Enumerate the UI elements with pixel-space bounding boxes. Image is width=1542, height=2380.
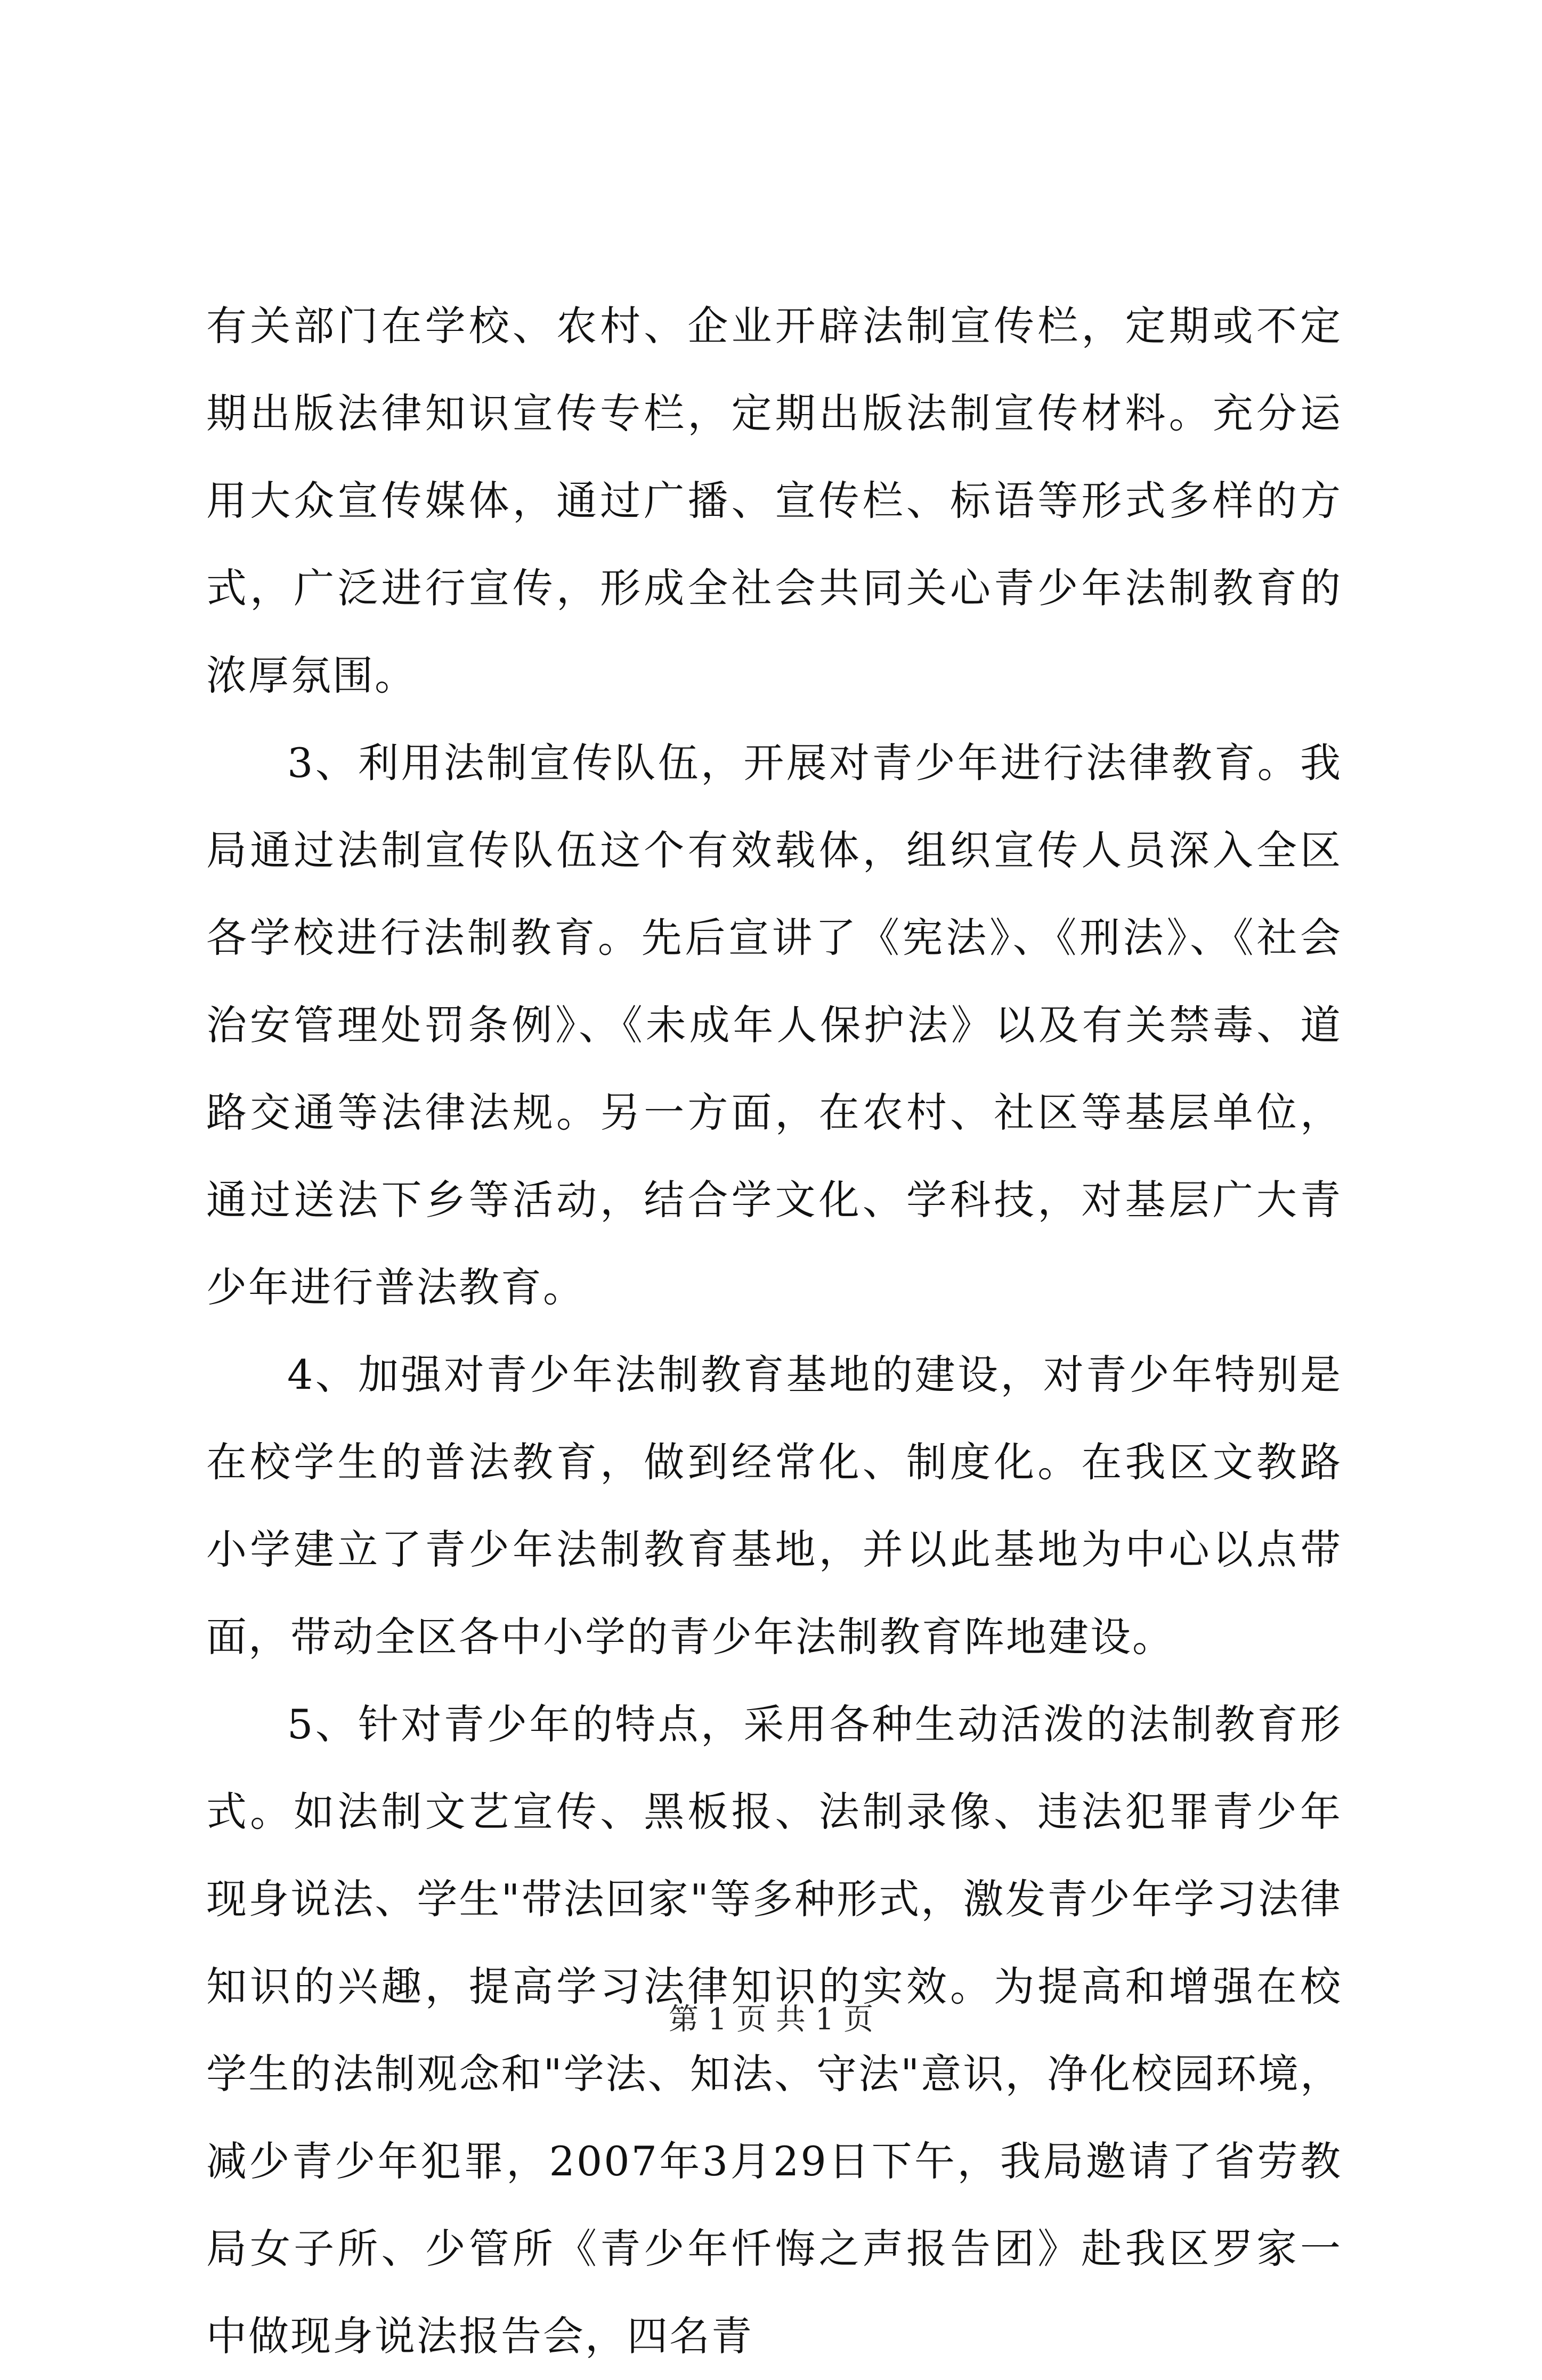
document-body [206,282,1342,2380]
page-footer: 第 1 页 共 1 页 [668,2002,874,2037]
paragraph-1: 有关部门在学校、农村、企业开辟法制宣传栏，定期或不定期出版法律知识宣传专栏，定期出版法制宣传材料。充分运用大众宣传媒体，通过广播、宣传栏、标语等形式多样的方式，广泛进行宣传，形成全社会共同关心青少年法制教育的浓厚氛围。 [206,302,1342,699]
paragraph-3: 4、加强对青少年法制教育基地的建设，对青少年特别是在校学生的普法教育，做到经常化、制度化。在我区文教路小学建立了青少年法制教育基地，并以此基地为中心以点带面，带动全区各中小学的青少年法制教育阵地建设。 [206,1351,1342,1661]
paragraph-2: 3、利用法制宣传队伍，开展对青少年进行法律教育。我局通过法制宣传队伍这个有效载体，组织宣传人员深入全区各学校进行法制教育。先后宣讲了《宪法》、《刑法》、《社会治安管理处罚条例》、《未成年人保护法》以及有关禁毒、道路交通等法律法规。另一方面，在农村、社区等基层单位，通过送法下乡等活动，结合学文化、学科技，对基层广大青少年进行普法教育。 [206,739,1342,1311]
paragraph-4: 5、针对青少年的特点，采用各种生动活泼的法制教育形式。如法制文艺宣传、黑板报、法制录像、违法犯罪青少年现身说法、学生"带法回家"等多种形式，激发青少年学习法律知识的兴趣，提高学习法律知识的实效。为提高和增强在校学生的法制观念和"学法、知法、守法"意识，净化校园环境，减少青少年犯罪，2007年3月29日下午，我局邀请了省劳教局女子所、少管所《青少年忏悔之声报告团》赴我区罗家一中做现身说法报告会，四名青 [206,1701,1342,2360]
